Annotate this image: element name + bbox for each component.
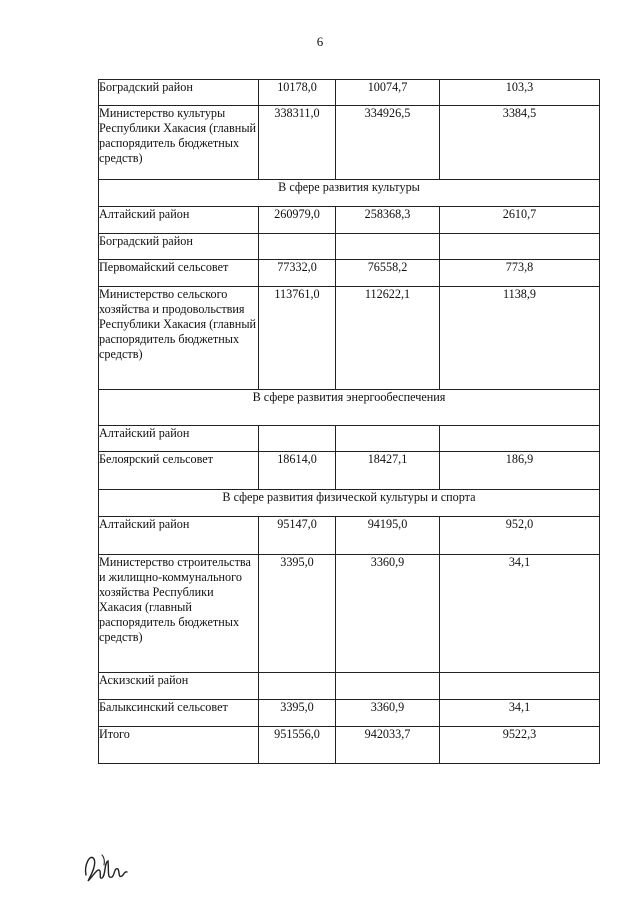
table-row: [99, 287, 600, 390]
table-row: [99, 234, 600, 260]
value-cell-2: 76558,2: [336, 260, 440, 287]
table-row: [99, 426, 600, 452]
table-row: [99, 700, 600, 727]
org-name-cell: Итого: [99, 727, 259, 764]
org-name-cell: Белоярский сельсовет: [99, 452, 259, 490]
value-cell-2: 3360,9: [336, 700, 440, 727]
value-cell-3: 773,8: [440, 260, 600, 287]
value-cell-2: 112622,1: [336, 287, 440, 390]
section-title: В сфере развития энергообеспечения: [99, 390, 600, 426]
table-row: [99, 673, 600, 700]
value-cell-2: 258368,3: [336, 207, 440, 234]
value-cell-3: [440, 673, 600, 700]
value-cell-2: 334926,5: [336, 106, 440, 180]
table-row: [99, 727, 600, 764]
org-name-cell: Боградский район: [99, 234, 259, 260]
value-cell-3: 186,9: [440, 452, 600, 490]
value-cell-1: [259, 234, 336, 260]
budget-table: [98, 79, 600, 764]
section-title: В сфере развития физической культуры и спорта: [99, 490, 600, 517]
value-cell-1: 95147,0: [259, 517, 336, 555]
org-name-cell: Алтайский район: [99, 517, 259, 555]
table-row: [99, 555, 600, 673]
value-cell-2: 94195,0: [336, 517, 440, 555]
org-name-cell: Боградский район: [99, 80, 259, 106]
value-cell-2: 18427,1: [336, 452, 440, 490]
value-cell-3: 9522,3: [440, 727, 600, 764]
section-row: [99, 490, 600, 517]
value-cell-2: [336, 673, 440, 700]
page-number: 6: [316, 34, 324, 49]
value-cell-1: 10178,0: [259, 80, 336, 106]
table-row: [99, 80, 600, 106]
handwritten-signature: [82, 845, 130, 885]
section-row: [99, 180, 600, 207]
value-cell-1: 77332,0: [259, 260, 336, 287]
value-cell-3: 34,1: [440, 555, 600, 673]
org-name-cell: Первомайский сельсовет: [99, 260, 259, 287]
value-cell-3: 2610,7: [440, 207, 600, 234]
value-cell-1: 18614,0: [259, 452, 336, 490]
section-title: В сфере развития культуры: [99, 180, 600, 207]
value-cell-3: 34,1: [440, 700, 600, 727]
value-cell-2: [336, 426, 440, 452]
table-row: [99, 452, 600, 490]
section-row: [99, 390, 600, 426]
value-cell-3: [440, 234, 600, 260]
value-cell-1: 3395,0: [259, 555, 336, 673]
value-cell-1: 338311,0: [259, 106, 336, 180]
value-cell-1: 260979,0: [259, 207, 336, 234]
org-name-cell: Министерство культуры Республики Хакасия (главный распорядитель бюджетных средств): [99, 106, 259, 180]
table-row: [99, 106, 600, 180]
table-body: [99, 80, 600, 764]
org-name-cell: Балыксинский сельсовет: [99, 700, 259, 727]
table-row: [99, 517, 600, 555]
org-name-cell: Министерство строительства и жилищно-коммунального хозяйства Республики Хакасия (главный распорядитель бюджетных средств): [99, 555, 259, 673]
value-cell-1: 3395,0: [259, 700, 336, 727]
value-cell-1: [259, 426, 336, 452]
value-cell-3: 3384,5: [440, 106, 600, 180]
table-row: [99, 260, 600, 287]
value-cell-1: [259, 673, 336, 700]
value-cell-1: 951556,0: [259, 727, 336, 764]
org-name-cell: Алтайский район: [99, 426, 259, 452]
org-name-cell: Аскизский район: [99, 673, 259, 700]
org-name-cell: Алтайский район: [99, 207, 259, 234]
value-cell-3: 103,3: [440, 80, 600, 106]
value-cell-1: 113761,0: [259, 287, 336, 390]
value-cell-3: 1138,9: [440, 287, 600, 390]
value-cell-3: [440, 426, 600, 452]
value-cell-3: 952,0: [440, 517, 600, 555]
value-cell-2: 942033,7: [336, 727, 440, 764]
value-cell-2: [336, 234, 440, 260]
org-name-cell: Министерство сельского хозяйства и продовольствия Республики Хакасия (главный распорядитель бюджетных средств): [99, 287, 259, 390]
value-cell-2: 3360,9: [336, 555, 440, 673]
table-row: [99, 207, 600, 234]
value-cell-2: 10074,7: [336, 80, 440, 106]
